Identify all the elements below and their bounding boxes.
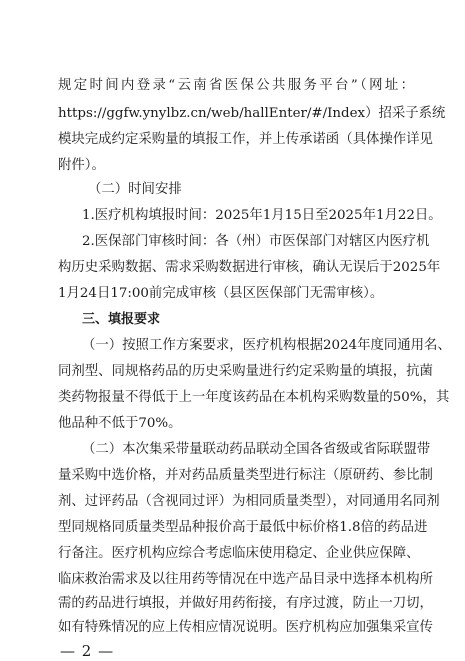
body-line: 剂、过评药品（含视同过评）为相同质量类型），对同通用名同剂 — [58, 494, 440, 509]
body-line: 构历史采购数据、需求采购数据进行审核，确认无误后于2025年 — [58, 260, 441, 275]
schedule-item-1: 1.医疗机构填报时间：2025年1月15日至2025年1月22日。 — [82, 208, 442, 223]
body-line: 类药物报量不得低于上一年度该药品在本机构采购数量的50%，其 — [58, 390, 450, 405]
body-line: 如有特殊情况的应上传相应情况说明。医疗机构应加强集采宣传 — [58, 620, 433, 635]
subheading-schedule: （二）时间安排 — [88, 182, 182, 197]
body-line: 行备注。医疗机构应综合考虑临床使用稳定、企业供应保障、 — [58, 546, 420, 561]
page-number: — 2 — — [60, 642, 115, 660]
body-line: 需的药品进行填报，并做好用药衔接，有序过渡，防止一刀切， — [58, 596, 433, 611]
section-heading-requirements: 三、填报要求 — [82, 312, 161, 327]
body-line-url: https://ggfw.ynylbz.cn/web/hallEnter/#/Index）招采子系统 — [58, 106, 446, 121]
body-line: 1月24日17:00前完成审核（县区医保部门无需审核）。 — [58, 286, 384, 301]
body-line: 他品种不低于70%。 — [58, 416, 182, 431]
requirement-2-line: （二）本次集采带量联动药品联动全国各省级或省际联盟带 — [82, 442, 431, 457]
body-line: 附件）。 — [58, 158, 105, 173]
schedule-item-2: 2.医保部门审核时间：各（州）市医保部门对辖区内医疗机 — [82, 234, 430, 249]
requirement-1-line: （一）按照工作方案要求，医疗机构根据2024年度同通用名、 — [82, 338, 451, 353]
body-line: 量采购中选价格，并对药品质量类型进行标注（原研药、参比制 — [58, 468, 433, 483]
body-line: 临床救治需求及以往用药等情况在中选产品目录中选择本机构所 — [58, 572, 433, 587]
body-line: 型同规格同质量类型品种报价高于最低中标价格1.8倍的药品进 — [58, 520, 428, 535]
body-line: 模块完成约定采购量的填报工作，并上传承诺函（具体操作详见 — [58, 132, 433, 147]
body-line: 同剂型、同规格药品的历史采购量进行约定采购量的填报，抗菌 — [58, 364, 433, 379]
body-line: 规定时间内登录“云南省医保公共服务平台”（网址： — [58, 78, 414, 93]
